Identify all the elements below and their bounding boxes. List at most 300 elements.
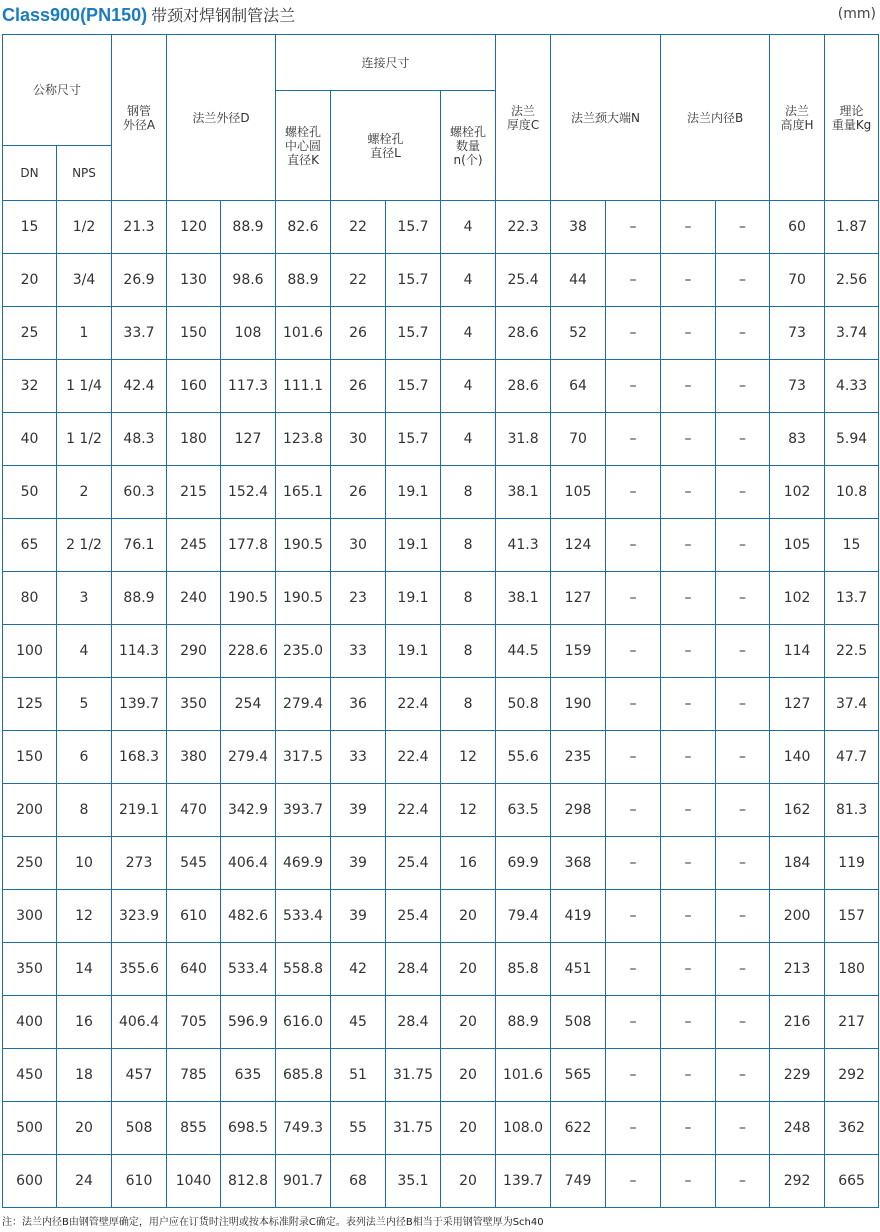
cell-c: 108.0 xyxy=(496,1102,551,1155)
cell-b1: – xyxy=(661,943,716,996)
cell-b2: – xyxy=(716,413,770,466)
cell-n: 20 xyxy=(441,890,496,943)
cell-b2: – xyxy=(716,307,770,360)
cell-w: 1.87 xyxy=(825,201,879,254)
cell-b1: – xyxy=(661,890,716,943)
cell-d1: 180 xyxy=(167,413,221,466)
header-nps: NPS xyxy=(57,146,112,201)
cell-b2: – xyxy=(716,519,770,572)
cell-n1: 419 xyxy=(551,890,606,943)
cell-h: 140 xyxy=(770,731,825,784)
header-connection: 连接尺寸 xyxy=(276,35,496,91)
cell-d1: 130 xyxy=(167,254,221,307)
footnote: 注：法兰内径B由钢管壁厚确定，用户应在订货时注明或按本标准附录C确定。表列法兰内径B相当于采用钢管壁厚为Sch40 xyxy=(2,1217,544,1228)
cell-n2: – xyxy=(606,254,661,307)
cell-w: 22.5 xyxy=(825,625,879,678)
cell-c: 41.3 xyxy=(496,519,551,572)
header-bolt-hole: 螺栓孔 直径L xyxy=(331,91,441,201)
table-row xyxy=(3,1102,879,1155)
table-row xyxy=(3,413,879,466)
cell-n: 4 xyxy=(441,201,496,254)
cell-nps: 1/2 xyxy=(57,201,112,254)
cell-k: 88.9 xyxy=(276,254,331,307)
cell-h: 213 xyxy=(770,943,825,996)
cell-c: 88.9 xyxy=(496,996,551,1049)
cell-l1: 39 xyxy=(331,837,386,890)
cell-d1: 545 xyxy=(167,837,221,890)
cell-c: 79.4 xyxy=(496,890,551,943)
cell-k: 190.5 xyxy=(276,519,331,572)
header-flange-od: 法兰外径D xyxy=(167,35,276,201)
cell-c: 85.8 xyxy=(496,943,551,996)
cell-c: 69.9 xyxy=(496,837,551,890)
cell-n1: 64 xyxy=(551,360,606,413)
cell-b1: – xyxy=(661,784,716,837)
cell-a: 457 xyxy=(112,1049,167,1102)
cell-n1: 52 xyxy=(551,307,606,360)
cell-d2: 406.4 xyxy=(221,837,276,890)
cell-n2: – xyxy=(606,413,661,466)
header-nominal-size: 公称尺寸 xyxy=(3,35,112,146)
cell-d1: 380 xyxy=(167,731,221,784)
cell-b1: – xyxy=(661,413,716,466)
header-bolt-circle: 螺栓孔 中心圆 直径K xyxy=(276,91,331,201)
cell-b2: – xyxy=(716,625,770,678)
cell-l2: 22.4 xyxy=(386,678,441,731)
cell-nps: 3 xyxy=(57,572,112,625)
table-row xyxy=(3,466,879,519)
cell-b2: – xyxy=(716,996,770,1049)
cell-n1: 127 xyxy=(551,572,606,625)
cell-l2: 28.4 xyxy=(386,943,441,996)
cell-d1: 785 xyxy=(167,1049,221,1102)
cell-c: 55.6 xyxy=(496,731,551,784)
cell-d1: 470 xyxy=(167,784,221,837)
cell-c: 139.7 xyxy=(496,1155,551,1208)
cell-k: 235.0 xyxy=(276,625,331,678)
cell-nps: 16 xyxy=(57,996,112,1049)
cell-l2: 19.1 xyxy=(386,625,441,678)
cell-w: 362 xyxy=(825,1102,879,1155)
cell-a: 114.3 xyxy=(112,625,167,678)
table-row xyxy=(3,254,879,307)
cell-w: 5.94 xyxy=(825,413,879,466)
cell-l1: 30 xyxy=(331,413,386,466)
cell-b1: – xyxy=(661,466,716,519)
cell-nps: 12 xyxy=(57,890,112,943)
cell-dn: 250 xyxy=(3,837,57,890)
cell-n1: 451 xyxy=(551,943,606,996)
cell-w: 157 xyxy=(825,890,879,943)
cell-n: 20 xyxy=(441,1155,496,1208)
cell-nps: 5 xyxy=(57,678,112,731)
cell-nps: 1 1/2 xyxy=(57,413,112,466)
cell-a: 76.1 xyxy=(112,519,167,572)
cell-n1: 368 xyxy=(551,837,606,890)
table-row xyxy=(3,784,879,837)
cell-l1: 39 xyxy=(331,784,386,837)
cell-h: 216 xyxy=(770,996,825,1049)
cell-a: 60.3 xyxy=(112,466,167,519)
cell-a: 139.7 xyxy=(112,678,167,731)
cell-l1: 68 xyxy=(331,1155,386,1208)
cell-n: 8 xyxy=(441,625,496,678)
table-row xyxy=(3,360,879,413)
cell-l1: 22 xyxy=(331,201,386,254)
cell-w: 37.4 xyxy=(825,678,879,731)
cell-h: 114 xyxy=(770,625,825,678)
cell-k: 279.4 xyxy=(276,678,331,731)
cell-n1: 235 xyxy=(551,731,606,784)
cell-l1: 36 xyxy=(331,678,386,731)
cell-b1: – xyxy=(661,678,716,731)
table-row xyxy=(3,1049,879,1102)
cell-nps: 18 xyxy=(57,1049,112,1102)
cell-d1: 1040 xyxy=(167,1155,221,1208)
cell-b1: – xyxy=(661,254,716,307)
cell-l2: 25.4 xyxy=(386,837,441,890)
cell-w: 665 xyxy=(825,1155,879,1208)
cell-l2: 25.4 xyxy=(386,890,441,943)
cell-n1: 749 xyxy=(551,1155,606,1208)
cell-b2: – xyxy=(716,1102,770,1155)
cell-n: 20 xyxy=(441,1102,496,1155)
cell-d2: 533.4 xyxy=(221,943,276,996)
cell-d1: 120 xyxy=(167,201,221,254)
cell-dn: 125 xyxy=(3,678,57,731)
cell-k: 165.1 xyxy=(276,466,331,519)
cell-dn: 80 xyxy=(3,572,57,625)
table-body xyxy=(3,201,879,1208)
cell-n2: – xyxy=(606,996,661,1049)
cell-n2: – xyxy=(606,678,661,731)
cell-d2: 88.9 xyxy=(221,201,276,254)
cell-d1: 150 xyxy=(167,307,221,360)
cell-c: 22.3 xyxy=(496,201,551,254)
cell-l2: 22.4 xyxy=(386,731,441,784)
cell-n1: 622 xyxy=(551,1102,606,1155)
cell-w: 119 xyxy=(825,837,879,890)
cell-b1: – xyxy=(661,360,716,413)
cell-n: 8 xyxy=(441,519,496,572)
cell-dn: 100 xyxy=(3,625,57,678)
cell-l1: 30 xyxy=(331,519,386,572)
cell-d2: 127 xyxy=(221,413,276,466)
table-row xyxy=(3,996,879,1049)
cell-n1: 105 xyxy=(551,466,606,519)
header-dn: DN xyxy=(3,146,57,201)
cell-w: 4.33 xyxy=(825,360,879,413)
cell-n1: 508 xyxy=(551,996,606,1049)
title-bar xyxy=(0,0,880,34)
cell-d2: 635 xyxy=(221,1049,276,1102)
cell-a: 219.1 xyxy=(112,784,167,837)
cell-d1: 240 xyxy=(167,572,221,625)
cell-nps: 3/4 xyxy=(57,254,112,307)
cell-n1: 44 xyxy=(551,254,606,307)
cell-n2: – xyxy=(606,890,661,943)
cell-l1: 45 xyxy=(331,996,386,1049)
cell-b1: – xyxy=(661,572,716,625)
cell-k: 393.7 xyxy=(276,784,331,837)
cell-k: 190.5 xyxy=(276,572,331,625)
header-steel-od: 钢管 外径A xyxy=(112,35,167,201)
cell-dn: 15 xyxy=(3,201,57,254)
cell-n: 12 xyxy=(441,731,496,784)
cell-d2: 342.9 xyxy=(221,784,276,837)
cell-k: 111.1 xyxy=(276,360,331,413)
cell-k: 123.8 xyxy=(276,413,331,466)
cell-a: 273 xyxy=(112,837,167,890)
cell-l1: 42 xyxy=(331,943,386,996)
cell-l2: 15.7 xyxy=(386,360,441,413)
cell-d1: 705 xyxy=(167,996,221,1049)
cell-k: 533.4 xyxy=(276,890,331,943)
cell-b2: – xyxy=(716,890,770,943)
cell-n1: 38 xyxy=(551,201,606,254)
cell-w: 3.74 xyxy=(825,307,879,360)
cell-b2: – xyxy=(716,201,770,254)
cell-n2: – xyxy=(606,784,661,837)
cell-c: 38.1 xyxy=(496,466,551,519)
cell-k: 317.5 xyxy=(276,731,331,784)
cell-dn: 50 xyxy=(3,466,57,519)
table-row xyxy=(3,625,879,678)
cell-w: 10.8 xyxy=(825,466,879,519)
cell-d1: 215 xyxy=(167,466,221,519)
cell-a: 168.3 xyxy=(112,731,167,784)
cell-c: 28.6 xyxy=(496,307,551,360)
cell-d2: 812.8 xyxy=(221,1155,276,1208)
table-header xyxy=(3,35,879,201)
cell-n2: – xyxy=(606,1049,661,1102)
cell-h: 248 xyxy=(770,1102,825,1155)
cell-l1: 26 xyxy=(331,360,386,413)
cell-n2: – xyxy=(606,307,661,360)
cell-c: 50.8 xyxy=(496,678,551,731)
cell-d1: 350 xyxy=(167,678,221,731)
cell-a: 33.7 xyxy=(112,307,167,360)
cell-l2: 35.1 xyxy=(386,1155,441,1208)
cell-d1: 640 xyxy=(167,943,221,996)
cell-b1: – xyxy=(661,1102,716,1155)
title-standard: Class900(PN150) xyxy=(2,5,148,25)
cell-n: 16 xyxy=(441,837,496,890)
cell-n2: – xyxy=(606,466,661,519)
cell-h: 229 xyxy=(770,1049,825,1102)
cell-l2: 15.7 xyxy=(386,413,441,466)
cell-a: 26.9 xyxy=(112,254,167,307)
cell-d1: 245 xyxy=(167,519,221,572)
cell-b2: – xyxy=(716,1155,770,1208)
cell-dn: 25 xyxy=(3,307,57,360)
cell-n: 20 xyxy=(441,1049,496,1102)
cell-d2: 254 xyxy=(221,678,276,731)
cell-b1: – xyxy=(661,1049,716,1102)
table-row xyxy=(3,837,879,890)
cell-h: 200 xyxy=(770,890,825,943)
cell-dn: 300 xyxy=(3,890,57,943)
cell-b1: – xyxy=(661,519,716,572)
cell-n: 20 xyxy=(441,943,496,996)
cell-nps: 20 xyxy=(57,1102,112,1155)
cell-b2: – xyxy=(716,784,770,837)
cell-h: 184 xyxy=(770,837,825,890)
cell-k: 82.6 xyxy=(276,201,331,254)
cell-l2: 28.4 xyxy=(386,996,441,1049)
cell-d2: 152.4 xyxy=(221,466,276,519)
cell-a: 610 xyxy=(112,1155,167,1208)
unit-label: (mm) xyxy=(837,6,876,22)
cell-n1: 70 xyxy=(551,413,606,466)
cell-a: 48.3 xyxy=(112,413,167,466)
cell-d2: 596.9 xyxy=(221,996,276,1049)
cell-dn: 20 xyxy=(3,254,57,307)
cell-dn: 32 xyxy=(3,360,57,413)
cell-b1: – xyxy=(661,996,716,1049)
cell-c: 44.5 xyxy=(496,625,551,678)
cell-dn: 350 xyxy=(3,943,57,996)
cell-h: 102 xyxy=(770,466,825,519)
cell-nps: 6 xyxy=(57,731,112,784)
table-row xyxy=(3,943,879,996)
cell-d2: 698.5 xyxy=(221,1102,276,1155)
cell-c: 28.6 xyxy=(496,360,551,413)
cell-k: 749.3 xyxy=(276,1102,331,1155)
cell-n: 8 xyxy=(441,678,496,731)
cell-n2: – xyxy=(606,1102,661,1155)
header-bolt-count: 螺栓孔 数量 n(个) xyxy=(441,91,496,201)
cell-nps: 14 xyxy=(57,943,112,996)
cell-b1: – xyxy=(661,1155,716,1208)
cell-b1: – xyxy=(661,625,716,678)
cell-n2: – xyxy=(606,360,661,413)
header-weight: 理论 重量Kg xyxy=(825,35,879,201)
table-row xyxy=(3,201,879,254)
cell-b2: – xyxy=(716,837,770,890)
cell-c: 63.5 xyxy=(496,784,551,837)
cell-n: 4 xyxy=(441,254,496,307)
cell-nps: 1 1/4 xyxy=(57,360,112,413)
cell-n: 12 xyxy=(441,784,496,837)
cell-l1: 39 xyxy=(331,890,386,943)
cell-l2: 15.7 xyxy=(386,254,441,307)
cell-l1: 33 xyxy=(331,731,386,784)
cell-n: 4 xyxy=(441,413,496,466)
cell-dn: 40 xyxy=(3,413,57,466)
cell-d2: 108 xyxy=(221,307,276,360)
cell-w: 2.56 xyxy=(825,254,879,307)
cell-b2: – xyxy=(716,466,770,519)
cell-h: 73 xyxy=(770,307,825,360)
cell-w: 217 xyxy=(825,996,879,1049)
cell-l1: 55 xyxy=(331,1102,386,1155)
cell-n: 4 xyxy=(441,360,496,413)
cell-b2: – xyxy=(716,360,770,413)
cell-a: 88.9 xyxy=(112,572,167,625)
cell-dn: 150 xyxy=(3,731,57,784)
cell-c: 101.6 xyxy=(496,1049,551,1102)
cell-d2: 482.6 xyxy=(221,890,276,943)
cell-n1: 190 xyxy=(551,678,606,731)
cell-w: 13.7 xyxy=(825,572,879,625)
cell-n2: – xyxy=(606,1155,661,1208)
cell-n1: 565 xyxy=(551,1049,606,1102)
cell-h: 105 xyxy=(770,519,825,572)
cell-l1: 51 xyxy=(331,1049,386,1102)
cell-w: 47.7 xyxy=(825,731,879,784)
cell-l2: 22.4 xyxy=(386,784,441,837)
cell-l2: 19.1 xyxy=(386,466,441,519)
table-row xyxy=(3,890,879,943)
cell-n: 8 xyxy=(441,572,496,625)
header-height: 法兰 高度H xyxy=(770,35,825,201)
cell-k: 685.8 xyxy=(276,1049,331,1102)
cell-d1: 610 xyxy=(167,890,221,943)
cell-b2: – xyxy=(716,943,770,996)
table-row xyxy=(3,519,879,572)
cell-c: 38.1 xyxy=(496,572,551,625)
cell-k: 558.8 xyxy=(276,943,331,996)
cell-h: 83 xyxy=(770,413,825,466)
cell-l2: 19.1 xyxy=(386,572,441,625)
cell-h: 60 xyxy=(770,201,825,254)
cell-l2: 15.7 xyxy=(386,201,441,254)
flange-spec-table xyxy=(2,34,879,1208)
cell-dn: 200 xyxy=(3,784,57,837)
cell-d2: 190.5 xyxy=(221,572,276,625)
table-row xyxy=(3,307,879,360)
cell-l2: 19.1 xyxy=(386,519,441,572)
cell-dn: 400 xyxy=(3,996,57,1049)
cell-c: 25.4 xyxy=(496,254,551,307)
title-description: 带颈对焊钢制管法兰 xyxy=(151,6,296,25)
cell-h: 70 xyxy=(770,254,825,307)
cell-w: 15 xyxy=(825,519,879,572)
cell-b2: – xyxy=(716,254,770,307)
cell-l2: 15.7 xyxy=(386,307,441,360)
cell-d2: 117.3 xyxy=(221,360,276,413)
cell-a: 406.4 xyxy=(112,996,167,1049)
cell-n2: – xyxy=(606,837,661,890)
cell-nps: 8 xyxy=(57,784,112,837)
page-title xyxy=(2,3,295,26)
cell-a: 42.4 xyxy=(112,360,167,413)
cell-d1: 160 xyxy=(167,360,221,413)
cell-n1: 159 xyxy=(551,625,606,678)
table-row xyxy=(3,572,879,625)
cell-b2: – xyxy=(716,678,770,731)
cell-l2: 31.75 xyxy=(386,1049,441,1102)
cell-h: 292 xyxy=(770,1155,825,1208)
cell-n2: – xyxy=(606,625,661,678)
cell-n2: – xyxy=(606,943,661,996)
cell-d2: 279.4 xyxy=(221,731,276,784)
cell-k: 616.0 xyxy=(276,996,331,1049)
cell-a: 323.9 xyxy=(112,890,167,943)
cell-k: 469.9 xyxy=(276,837,331,890)
table-row xyxy=(3,731,879,784)
cell-dn: 450 xyxy=(3,1049,57,1102)
cell-l1: 26 xyxy=(331,466,386,519)
cell-w: 180 xyxy=(825,943,879,996)
cell-k: 101.6 xyxy=(276,307,331,360)
cell-n1: 124 xyxy=(551,519,606,572)
cell-a: 508 xyxy=(112,1102,167,1155)
cell-dn: 500 xyxy=(3,1102,57,1155)
cell-b1: – xyxy=(661,837,716,890)
cell-b1: – xyxy=(661,201,716,254)
